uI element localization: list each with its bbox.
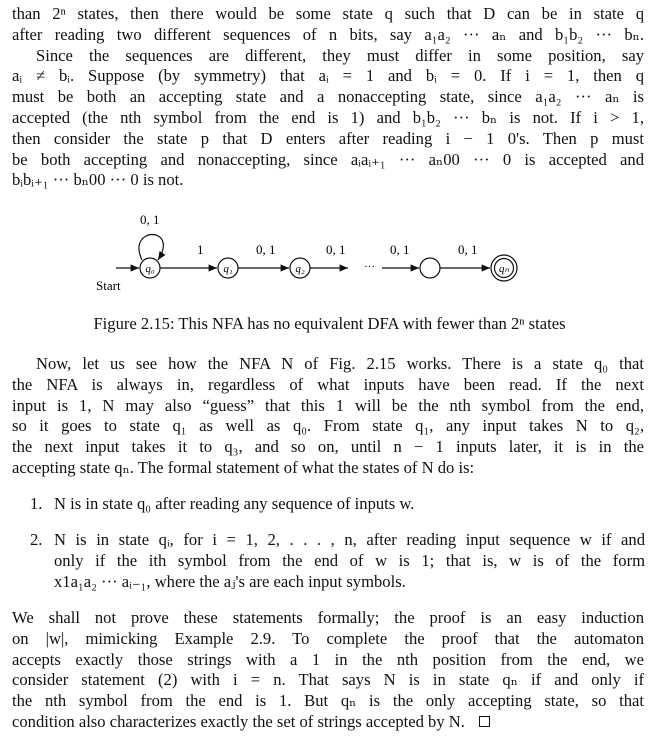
text-line: the next input takes it to q₃, and so on, until n − 1 inputs later, it is in the — [12, 437, 644, 457]
text-line: x1a₁a₂ ··· aᵢ₋₁, where the aⱼ's are each input symbols. — [54, 571, 406, 591]
text-line: only if the ith symbol from the end of w is 1; that is, w is of the form — [54, 550, 645, 570]
text-line: aᵢ ≠ bᵢ. Suppose (by symmetry) that aᵢ = 1 and bᵢ = 0. If i = 1, then q — [12, 66, 644, 86]
ellipsis: ··· — [364, 261, 375, 273]
text-line: the NFA is always in, regardless of what inputs have been read. If the next — [12, 374, 644, 394]
start-label: Start — [96, 278, 121, 293]
list-item — [30, 494, 645, 515]
list-number: 1. — [30, 494, 43, 513]
list-number: 2. — [30, 530, 43, 549]
text-line: the nth symbol from the end is 1. But qₙ is the only accepting state, so that — [12, 691, 644, 711]
text-line: than 2ⁿ states, then there would be some state q such that D can be in state q — [12, 4, 644, 23]
text-line: N is in state qᵢ, for i = 1, 2, . . . , n, after reading input sequence w if and — [54, 530, 645, 549]
text-line: accepting state qₙ. The formal statement of what the states of N do is: — [12, 457, 475, 477]
paragraph-proof — [12, 4, 644, 191]
edge-label-1: 0, 1 — [256, 242, 276, 257]
state-unnamed — [420, 258, 440, 278]
text-line: Since the sequences are different, they must differ in some position, say — [36, 45, 644, 65]
text-line: consider statement (2) with i = n. That says N is in state qₙ if and only if — [12, 670, 644, 690]
state-q0-label: q₀ — [145, 263, 155, 275]
text-line: then consider the state p that D enters after reading i − 1 0's. Then p must — [12, 128, 644, 148]
text-line: We shall not prove these statements formally; the proof is an easy induction — [12, 608, 644, 627]
loop-label: 0, 1 — [140, 212, 160, 227]
text-line: accepts exactly those strings with a 1 in the nth position from the end, we — [12, 649, 644, 669]
text-line: be both accepting and nonaccepting, since aᵢaᵢ₊₁ ··· aₙ00 ··· 0 is accepted and — [12, 149, 644, 169]
text-line: N is in state q₀ after reading any sequence of inputs w. — [54, 494, 415, 513]
paragraph-conclusion — [12, 608, 644, 733]
edge-label-3: 0, 1 — [390, 242, 410, 257]
text-line: on |w|, mimicking Example 2.9. To complete the proof that the automaton — [12, 628, 644, 648]
state-qn-label: qₙ — [499, 263, 509, 275]
text-line: after reading two different sequences of n bits, say a₁a₂ ··· aₙ and b₁b₂ ··· bₙ. — [12, 24, 644, 44]
state-q2-label: q₂ — [295, 263, 305, 275]
qed-square-icon — [479, 716, 490, 727]
nfa-diagram — [90, 208, 530, 304]
paragraph-nfa-explanation — [12, 354, 644, 479]
state-q1-label: q₁ — [223, 263, 233, 275]
text-line: condition also characterizes exactly the set of strings accepted by N. — [12, 711, 465, 731]
list-item — [30, 530, 645, 592]
text-line: so it goes to state q₁ as well as q₀. From state q₁, any input takes N to q₂, — [12, 416, 644, 436]
edge-label-4: 0, 1 — [458, 242, 478, 257]
text-line: input is 1, N may also “guess” that this 1 will be the nth symbol from the end, — [12, 395, 644, 415]
text-line: must be both an accepting state and a nonaccepting state, since a₁a₂ ··· aₙ is — [12, 87, 644, 107]
text-line: accepted (the nth symbol from the end is 1) and b₁b₂ ··· bₙ is not. If i > 1, — [12, 107, 644, 127]
last-line — [12, 712, 644, 733]
edge-label-2: 0, 1 — [326, 242, 346, 257]
edge-label-0: 1 — [197, 242, 204, 257]
figure-caption: Figure 2.15: This NFA has no equivalent DFA with fewer than 2ⁿ states — [93, 314, 566, 333]
text-line: bᵢbᵢ₊₁ ··· bₙ00 ··· 0 is not. — [12, 170, 184, 190]
text-line: Now, let us see how the NFA N of Fig. 2.15 works. There is a state q₀ that — [36, 354, 644, 373]
self-loop-q0 — [139, 235, 163, 261]
